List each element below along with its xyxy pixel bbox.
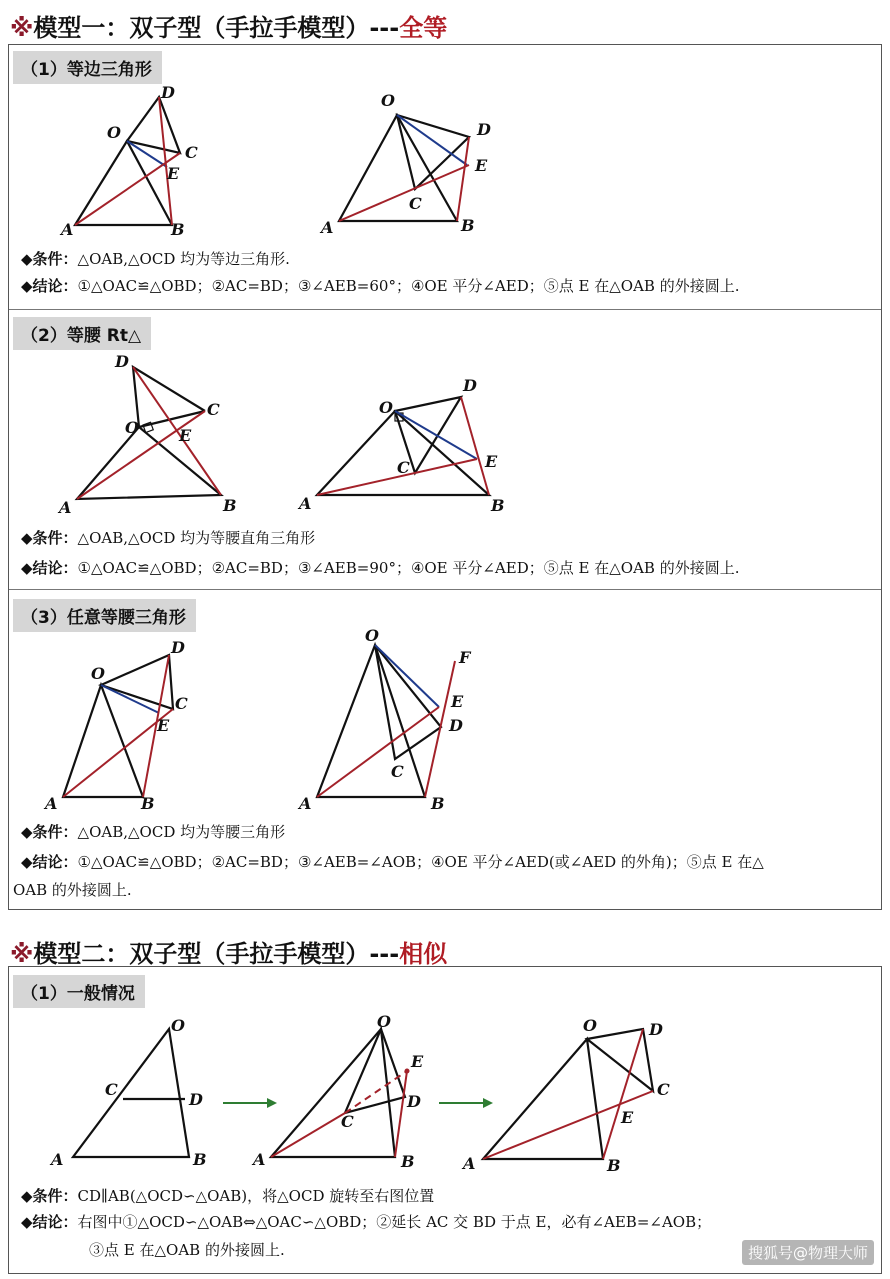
label-E: E: [157, 716, 170, 735]
label-B: B: [491, 496, 505, 515]
fig4-a: [9, 967, 229, 1187]
label-A: A: [45, 794, 58, 813]
label-O: O: [365, 626, 379, 645]
label-D: D: [161, 83, 175, 102]
label-O: O: [171, 1016, 185, 1035]
fig4-c: [459, 967, 699, 1187]
label-A: A: [321, 218, 334, 237]
section2-condition: ◆条件：△OAB,△OCD 均为等腰直角三角形: [21, 529, 316, 547]
fig2-right: [299, 309, 559, 529]
label-D: D: [649, 1020, 663, 1039]
label-O: O: [381, 91, 395, 110]
model2-section1-heading: （1）一般情况: [13, 975, 145, 1008]
label-A: A: [253, 1150, 266, 1169]
fig4-b: [249, 967, 449, 1187]
label-A: A: [61, 220, 74, 239]
label-D: D: [477, 120, 491, 139]
label-F: F: [459, 648, 471, 667]
label-C: C: [105, 1080, 118, 1099]
label-O: O: [379, 398, 393, 417]
label-D: D: [171, 638, 185, 657]
model2-conclusion: ◆结论：右图中①△OCD∽△OAB⇔△OAC∽△OBD；②延长 AC 交 BD 于点 E，必有∠AEB=∠AOB；: [21, 1213, 712, 1231]
label-C: C: [185, 143, 198, 162]
model2-title: [10, 934, 447, 969]
section2-conclusion: ◆结论：①△OAC≌△OBD；②AC=BD；③∠AEB=90°；④OE 平分∠AED；⑤点 E 在△OAB 的外接圆上.: [21, 559, 740, 577]
label-B: B: [141, 794, 155, 813]
label-A: A: [299, 794, 312, 813]
model2-condition: ◆条件：CD∥AB(△OCD∽△OAB)，将△OCD 旋转至右图位置: [21, 1187, 435, 1205]
fig2-left: [9, 309, 312, 529]
section1-conclusion: ◆结论：①△OAC≌△OBD；②AC=BD；③∠AEB=60°；④OE 平分∠AED；⑤点 E 在△OAB 的外接圆上.: [21, 277, 740, 295]
model2-title-text: 模型二：双子型（手拉手模型）---: [33, 940, 400, 968]
section1-condition: ◆条件：△OAB,△OCD 均为等边三角形.: [21, 250, 290, 268]
model1-title: [10, 8, 447, 43]
section3-conclusion-cont: OAB 的外接圆上.: [13, 881, 132, 899]
label-A: A: [51, 1150, 64, 1169]
label-E: E: [475, 156, 488, 175]
label-O: O: [107, 123, 121, 142]
label-E: E: [411, 1052, 424, 1071]
model1-title-text: 模型一：双子型（手拉手模型）---: [33, 14, 400, 42]
label-B: B: [171, 220, 185, 239]
label-C: C: [391, 762, 404, 781]
watermark: 搜狐号@物理大师: [742, 1240, 874, 1265]
section3-condition: ◆条件：△OAB,△OCD 均为等腰三角形: [21, 823, 286, 841]
label-B: B: [193, 1150, 207, 1169]
label-C: C: [657, 1080, 670, 1099]
label-B: B: [223, 496, 237, 515]
label-E: E: [451, 692, 464, 711]
label-E: E: [621, 1108, 634, 1127]
label-C: C: [175, 694, 188, 713]
model2-panel: [8, 966, 882, 1274]
model2-keyword: 相似: [399, 940, 448, 968]
label-E: E: [485, 452, 498, 471]
label-E: E: [167, 164, 180, 183]
label-D: D: [407, 1092, 421, 1111]
section3-conclusion: ◆结论：①△OAC≌△OBD；②AC=BD；③∠AEB=∠AOB；④OE 平分∠AED(或∠AED 的外角)；⑤点 E 在△: [21, 853, 764, 871]
fig1-right: [309, 45, 569, 305]
fig3-left: [9, 589, 289, 819]
label-B: B: [607, 1156, 621, 1175]
label-D: D: [115, 352, 129, 371]
label-B: B: [431, 794, 445, 813]
label-C: C: [409, 194, 422, 213]
model2-conclusion-cont: ③点 E 在△OAB 的外接圆上.: [89, 1241, 285, 1259]
model1-panel: [8, 44, 882, 910]
model1-keyword: 全等: [399, 14, 448, 42]
section2-heading: （2）等腰 Rt△: [13, 317, 151, 350]
label-E: E: [179, 426, 192, 445]
section1-heading: （1）等边三角形: [13, 51, 162, 84]
label-D: D: [189, 1090, 203, 1109]
label-O: O: [125, 418, 139, 437]
label-B: B: [401, 1152, 415, 1171]
label-O: O: [91, 664, 105, 683]
label-C: C: [207, 400, 220, 419]
label-A: A: [59, 498, 72, 517]
label-D: D: [463, 376, 477, 395]
section3-heading: （3）任意等腰三角形: [13, 599, 196, 632]
fig3-right: [299, 589, 539, 819]
label-C: C: [397, 458, 410, 477]
reference-mark-icon: ※: [10, 940, 34, 968]
label-D: D: [449, 716, 463, 735]
label-A: A: [463, 1154, 476, 1173]
reference-mark-icon: ※: [10, 14, 34, 42]
label-C: C: [341, 1112, 354, 1131]
label-B: B: [461, 216, 475, 235]
label-O: O: [583, 1016, 597, 1035]
label-O: O: [377, 1012, 391, 1031]
label-A: A: [299, 494, 312, 513]
